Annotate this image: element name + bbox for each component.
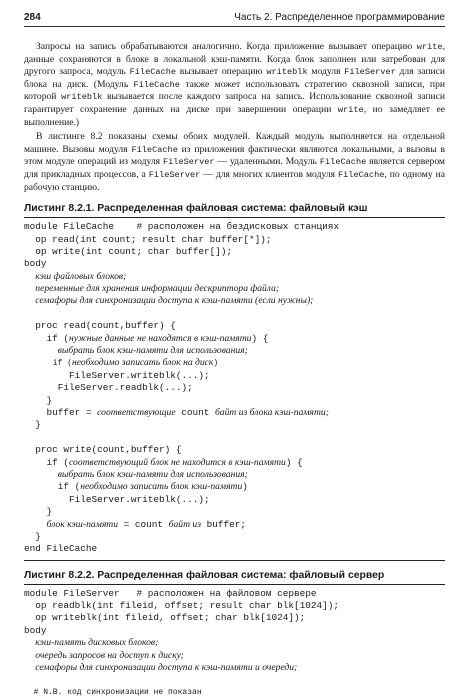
text-run: для записи блока на диск. (Модуль (24, 66, 445, 90)
pseudocode-text: блок кэш-памяти (46, 518, 119, 530)
code-text: proc read(count,buffer) { (24, 320, 176, 332)
code-text: body (24, 624, 47, 636)
code-line (24, 221, 445, 233)
code-line (24, 382, 445, 394)
code-text: buffer; (200, 518, 246, 530)
code-line (24, 283, 445, 295)
pseudocode-text: кэш-память дисковых блоков; (35, 637, 159, 649)
code-line (24, 637, 445, 649)
pseudocode-text: очередь запросов на доступ к диску; (35, 649, 184, 661)
code-line (24, 419, 445, 431)
listing-file-server (24, 570, 445, 699)
code-comment: # N.B. код синхронизации не показан (24, 687, 202, 697)
code-text: body (24, 258, 47, 270)
listing-divider (24, 560, 445, 561)
pseudocode-text: кэш файловых блоков; (35, 270, 127, 282)
code-line (24, 674, 445, 686)
code-text (24, 662, 35, 673)
code-line (24, 258, 445, 270)
code-text: buffer = (24, 406, 98, 418)
code-line (24, 308, 445, 320)
chapter-title: Часть 2. Распределенное программирование (234, 12, 445, 23)
code-line (24, 612, 445, 624)
pseudocode-text: байт из блока кэш-памяти; (214, 406, 329, 418)
code-line (24, 271, 445, 283)
pseudocode-text: соответствующие (97, 406, 176, 418)
pseudocode-text: соответствующий блок не находится в кэш-памяти (69, 456, 286, 468)
pseudocode-text: выбрать блок кэш-памяти для использования; (57, 345, 248, 357)
pseudocode-text: выбрать блок кэш-памяти для использования; (57, 468, 248, 480)
code-text: proc write(count,buffer) { (24, 444, 182, 456)
code-text: if ( (24, 481, 81, 493)
code-line (24, 543, 445, 555)
code-line (24, 432, 445, 444)
code-line (24, 320, 445, 332)
code-line (24, 687, 445, 699)
code-identifier: FileCache (337, 169, 385, 180)
pseudocode-text: нужные данные не находятся в кэш-памяти (69, 332, 252, 344)
code-identifier: FileServer (344, 67, 396, 78)
text-run: — для многих клиентов модуля (200, 168, 338, 180)
pseudocode-text: байт из (168, 518, 201, 530)
code-line (24, 625, 445, 637)
pseudocode-text: семафоры для синхронизации доступа к кэш-памяти (если нужны); (35, 295, 314, 307)
code-text: end FileCache (24, 543, 98, 555)
code-line (24, 345, 445, 357)
code-line (24, 469, 445, 481)
running-head (24, 12, 445, 27)
code-line (24, 600, 445, 612)
code-text: FileServer.readblk(...); (24, 382, 193, 394)
listing-file-cache (24, 203, 445, 561)
code-text (24, 345, 58, 356)
page-number: 284 (24, 12, 41, 23)
code-line (24, 357, 445, 369)
code-text: if ( (24, 359, 73, 369)
code-text: ) { (251, 332, 269, 344)
text-run: , но замедляет ее выполнение.) (24, 103, 446, 128)
code-text: ) (242, 481, 248, 493)
code-line (24, 246, 445, 258)
code-line (24, 506, 445, 518)
code-line (24, 295, 445, 307)
code-text: ) (213, 359, 219, 369)
code-identifier: write (337, 104, 364, 115)
code-line (24, 650, 445, 662)
code-line (24, 662, 445, 674)
code-text: op read(int count; result char buffer[*]); (24, 233, 272, 245)
text-run: вызывает операцию (176, 66, 267, 78)
code-line (24, 370, 445, 382)
code-text (24, 650, 35, 661)
text-run: вызывается после каждого запроса на запись. Использование сквозной записи гарантирует сохранение данных на диске при завершении операции (24, 91, 445, 115)
code-text (24, 295, 35, 306)
code-text: count (175, 406, 215, 418)
code-text: op write(int count; char buffer[]); (24, 245, 233, 257)
code-identifier: FileCache (129, 67, 177, 78)
code-comment: # расположен на бездисковых станциях (136, 221, 340, 233)
pseudocode-text: необходимо записать блок кэш-памяти (80, 481, 243, 493)
listing-title: Листинг 8.2.1. Распределенная файловая система: файловый кэш (24, 203, 445, 218)
pseudocode-text: семафоры для синхронизации доступа к кэш-памяти и очереди; (35, 662, 298, 674)
code-text: module FileCache (24, 221, 137, 233)
code-line (24, 234, 445, 246)
code-text: FileServer.writeblk(...); (24, 493, 210, 505)
code-identifier: FileServer (148, 169, 201, 180)
code-line (24, 481, 445, 493)
text-run: — удаленными. Модуль (214, 156, 320, 168)
code-block (24, 588, 445, 699)
text-run: из приложения фактически являются локальными, а вызовы в этом модуле операций из модуля (24, 143, 445, 168)
code-identifier: FileCache (319, 157, 367, 168)
code-line (24, 407, 445, 419)
code-text: module FileServer (24, 587, 137, 599)
code-line (24, 395, 445, 407)
code-identifier: writeblk (266, 67, 308, 78)
code-text: } (24, 394, 53, 406)
code-comment: # расположен на файловом сервере (136, 587, 317, 599)
code-block (24, 221, 445, 556)
code-text: = count (118, 518, 169, 530)
text-run: также может использовать стратегию сквозной записи, при которой (24, 78, 445, 103)
code-text (24, 283, 35, 294)
code-identifier: FileCache (131, 144, 178, 155)
code-text (24, 637, 35, 648)
listing-title: Листинг 8.2.2. Распределенная файловая система: файловый сервер (24, 570, 445, 585)
code-text: op readblk(int fileid, offset; result char blk[1024]); (24, 600, 340, 612)
text-run: модуля (307, 66, 345, 78)
text-run: , по одному на рабочую станцию. (24, 168, 445, 193)
code-line (24, 494, 445, 506)
code-text (24, 271, 35, 282)
paragraph (24, 131, 445, 194)
code-text: } (24, 506, 53, 518)
code-line (24, 519, 445, 531)
code-line (24, 531, 445, 543)
code-text: } (24, 419, 41, 431)
code-text: FileServer.writeblk(...); (24, 369, 210, 381)
text-run: Запросы на запись обрабатываются аналогично. Когда приложение вызывает операцию (36, 41, 417, 52)
paragraph (24, 41, 445, 129)
code-line (24, 333, 445, 345)
code-identifier: write (416, 42, 443, 52)
code-line (24, 444, 445, 456)
body-text (24, 41, 445, 194)
code-text: op writeblk(int fileid, offset; char blk[1024]); (24, 612, 306, 624)
text-run: является сервером для прикладных процессов, а (24, 156, 446, 180)
code-text: } (24, 530, 41, 542)
code-text (24, 469, 58, 480)
code-line (24, 588, 445, 600)
pseudocode-text: необходимо записать блок на диск (72, 357, 214, 369)
code-identifier: FileCache (133, 79, 180, 90)
code-identifier: writeblk (61, 92, 103, 103)
code-text (24, 519, 47, 530)
code-text: if ( (24, 332, 70, 344)
code-identifier: FileServer (162, 157, 215, 168)
text-run: В листинге 8.2 показаны схемы обоих модулей. Каждый модуль выполняется на отдельной машине. Вызовы модуля (24, 131, 445, 155)
pseudocode-text: переменные для хранения информации дескриптора файла; (35, 283, 280, 295)
code-text: ) { (285, 456, 303, 468)
code-text: if ( (24, 456, 70, 468)
text-run: , данные сохраняются в блоке в локальной кэш-памяти. Когда блок заполнен или затребован для другого запроса, модуль (24, 41, 445, 78)
code-line (24, 457, 445, 469)
